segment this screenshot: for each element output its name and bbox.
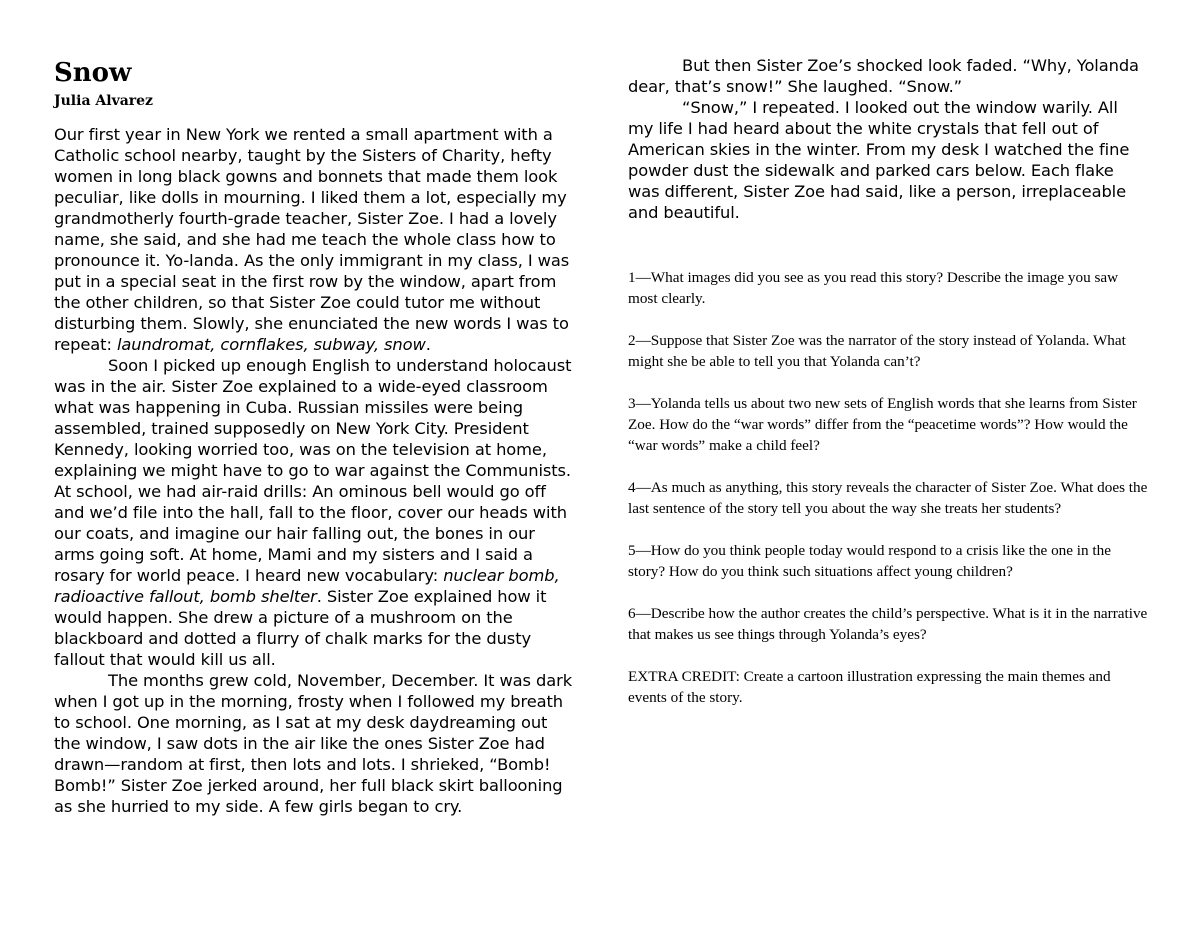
story-paragraph-1-end: . xyxy=(425,335,431,354)
extra-credit: EXTRA CREDIT: Create a cartoon illustration expressing the main themes and events of the story. xyxy=(628,668,1111,706)
story-paragraph-1-text: Our first year in New York we rented a small apartment with a Catholic school nearby, taught by the Sisters of Charity, hefty women in long black gowns and bonnets that made them look peculiar, like dolls in mourning. I liked them a lot, especially my grandmotherly fourth-grade teacher, Sister Zoe. I had a lovely name, she said, and she had me teach the whole class how to pronounce it. Yo-landa. As the only immigrant in my class, I was put in a special seat in the first row by the window, apart from the other children, so that Sister Zoe could tutor me without disturbing them. Slowly, she enunciated the new words I was to repeat: xyxy=(54,125,570,354)
question-1: 1—What images did you see as you read this story? Describe the image you saw most clearly. xyxy=(628,269,1119,307)
story-paragraph-2 xyxy=(54,355,574,670)
document-author: Julia Alvarez xyxy=(54,93,154,109)
left-column xyxy=(54,58,574,817)
question-6: 6—Describe how the author creates the child’s perspective. What is it in the narrative that makes us see things through Yolanda’s eyes? xyxy=(628,605,1148,643)
discussion-questions xyxy=(628,267,1148,708)
war-words: nuclear bomb, radioactive fallout, bomb shelter xyxy=(54,566,560,606)
right-column xyxy=(628,55,1148,729)
question-4: 4—As much as anything, this story reveals the character of Sister Zoe. What does the last sentence of the story tell you about the way she treats her students? xyxy=(628,479,1148,517)
story-paragraph-5: “Snow,” I repeated. I looked out the window warily. All my life I had heard about the white crystals that fell out of American skies in the winter. From my desk I watched the fine powder dust the sidewalk and parked cars below. Each flake was different, Sister Zoe had said, like a person, irreplaceable and beautiful. xyxy=(628,98,1130,222)
story-paragraph-2-end: . Sister Zoe explained how it would happen. She drew a picture of a mushroom on the blackboard and dotted a flurry of chalk marks for the dusty fallout that would kill us all. xyxy=(54,587,547,669)
question-2: 2—Suppose that Sister Zoe was the narrator of the story instead of Yolanda. What might she be able to tell you that Yolanda can’t? xyxy=(628,332,1126,370)
story-left xyxy=(54,124,574,817)
peacetime-words: laundromat, cornflakes, subway, snow xyxy=(116,335,426,354)
story-paragraph-4: But then Sister Zoe’s shocked look faded. “Why, Yolanda dear, that’s snow!” She laughed. “Snow.” xyxy=(628,56,1139,96)
document-title: Snow xyxy=(54,58,132,88)
story-paragraph-2-text: Soon I picked up enough English to understand holocaust was in the air. Sister Zoe explained to a wide-eyed classroom what was happening in Cuba. Russian missiles were being assembled, trained supposedly on New York City. President Kennedy, looking worried too, was on the television at home, explaining we might have to go to war against the Communists. At school, we had air-raid drills: An ominous bell would go off and we’d file into the hall, fall to the floor, cover our heads with our coats, and imagine our hair falling out, the bones in our arms going soft. At home, Mami and my sisters and I said a rosary for world peace. I heard new vocabulary: xyxy=(54,356,572,585)
question-3: 3—Yolanda tells us about two new sets of English words that she learns from Sister Zoe. How do the “war words” differ from the “peacetime words”? How would the “war words” make a child feel? xyxy=(628,395,1137,454)
story-right xyxy=(628,55,1148,223)
question-5: 5—How do you think people today would respond to a crisis like the one in the story? How do you think such situations affect young children? xyxy=(628,542,1111,580)
story-paragraph-1 xyxy=(54,124,574,355)
story-paragraph-3: The months grew cold, November, December. It was dark when I got up in the morning, frosty when I followed my breath to school. One morning, as I sat at my desk daydreaming out the window, I saw dots in the air like the ones Sister Zoe had drawn—random at first, then lots and lots. I shrieked, “Bomb! Bomb!” Sister Zoe jerked around, her full black skirt ballooning as she hurried to my side. A few girls began to cry. xyxy=(54,671,573,816)
